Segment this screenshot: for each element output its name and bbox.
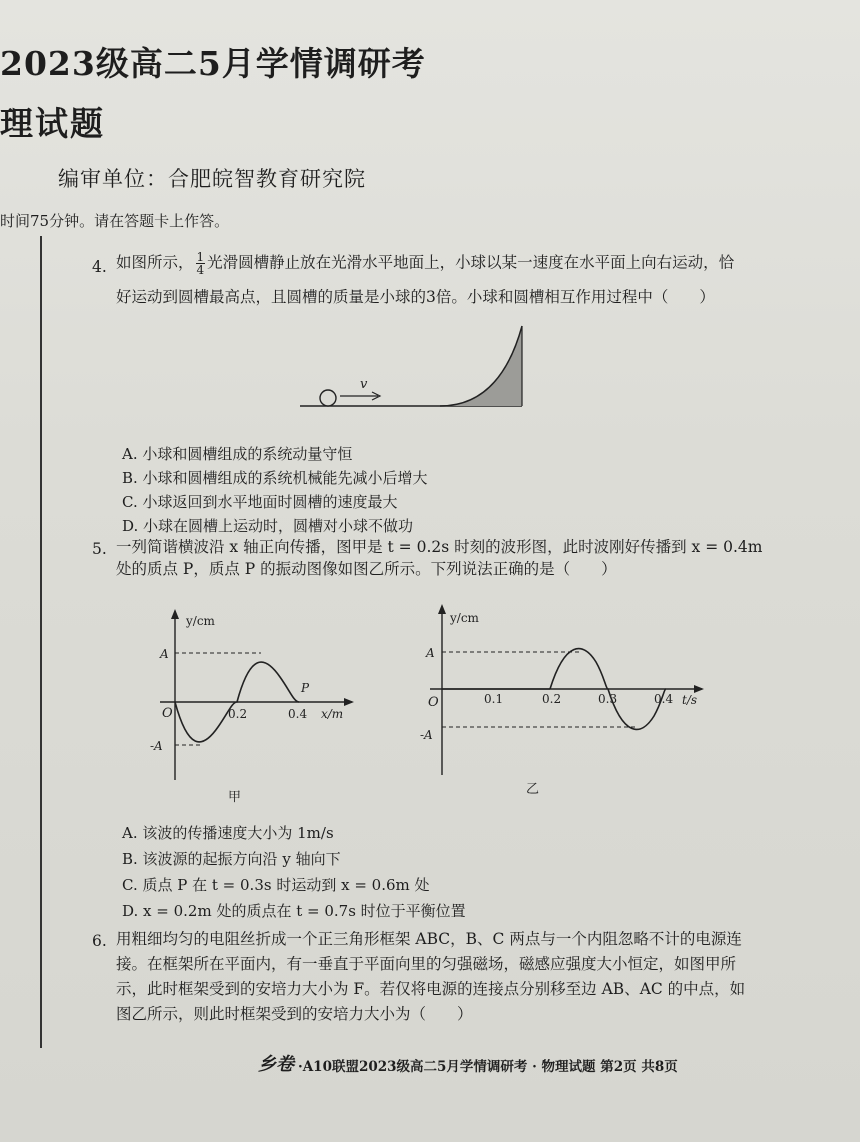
q4-option-c: C. 小球返回到水平地面时圆槽的速度最大 — [122, 493, 398, 511]
yi-amp-neg: -A — [420, 728, 433, 742]
yi-tick-0-2: 0.2 — [542, 692, 562, 706]
q5-option-d: D. x = 0.2m 处的质点在 t = 0.7s 时位于平衡位置 — [122, 902, 466, 920]
jia-ylabel: y/cm — [186, 614, 215, 628]
jia-amp-neg: -A — [150, 739, 163, 753]
q4-line2: 好运动到圆槽最高点，且圆槽的质量是小球的3倍。小球和圆槽相互作用过程中（ ） — [116, 288, 715, 306]
yi-tick-0-1: 0.1 — [484, 692, 504, 706]
jia-origin: O — [162, 706, 173, 721]
q5-option-c: C. 质点 P 在 t = 0.3s 时运动到 x = 0.6m 处 — [122, 876, 430, 894]
q4-fraction — [196, 251, 206, 276]
jia-tick-0-4: 0.4 — [288, 707, 308, 721]
yi-tick-0-3: 0.3 — [598, 692, 618, 706]
q4-option-a: A. 小球和圆槽组成的系统动量守恒 — [122, 445, 353, 463]
publisher-logo: 乡卷 — [258, 1054, 294, 1075]
yi-tick-0-4: 0.4 — [654, 692, 674, 706]
jia-tick-0-2: 0.2 — [228, 707, 248, 721]
q4-option-b: B. 小球和圆槽组成的系统机械能先减小后增大 — [122, 469, 428, 487]
q4-number: 4. — [92, 258, 107, 276]
exam-title: 2023级高二5月学情调研考 — [0, 44, 426, 83]
q4-fraction-den: 4 — [196, 263, 205, 277]
q5-graph-jia — [140, 605, 370, 805]
q5-option-a: A. 该波的传播速度大小为 1m/s — [122, 824, 334, 842]
yi-xlabel: t/s — [682, 693, 698, 707]
jia-x-arrow — [344, 698, 354, 706]
q4-line1 — [116, 251, 734, 276]
q4-fraction-num: 1 — [196, 250, 205, 264]
yi-ylabel: y/cm — [450, 611, 479, 625]
q4-v-label: v — [360, 377, 368, 392]
q4-ball — [320, 390, 336, 406]
q5-graph-yi — [420, 600, 720, 800]
page-footer: ·A10联盟2023级高二5月学情调研考 · 物理试题 第2页 共8页 — [298, 1059, 678, 1075]
q6-line1: 用粗细均匀的电阻丝折成一个正三角形框架 ABC，B、C 两点与一个内阻忽略不计的电源连 — [116, 930, 742, 948]
jia-xlabel: x/m — [321, 707, 344, 721]
q5-number: 5. — [92, 540, 107, 558]
q4-figure — [300, 320, 530, 415]
editor-unit: 编审单位：合肥皖智教育研究院 — [58, 167, 366, 191]
q4-option-d: D. 小球在圆槽上运动时，圆槽对小球不做功 — [122, 517, 414, 535]
q4-line1-a: 如图所示， — [116, 253, 194, 272]
q6-line3: 示，此时框架受到的安培力大小为 F。若仅将电源的连接点分别移至边 AB、AC 的中点，如 — [116, 980, 746, 998]
yi-caption: 乙 — [526, 782, 540, 797]
yi-y-arrow — [438, 604, 446, 614]
jia-caption: 甲 — [228, 790, 242, 805]
q4-line1-b: 光滑圆槽静止放在光滑水平地面上，小球以某一速度在水平面上向右运动，恰 — [207, 253, 735, 272]
q6-line2: 接。在框架所在平面内，有一垂直于平面向里的匀强磁场，磁感应强度大小恒定，如图甲所 — [116, 955, 737, 973]
q6-line4: 图乙所示，则此时框架受到的安培力大小为（ ） — [116, 1005, 473, 1023]
yi-x-arrow — [694, 685, 704, 693]
jia-amp-pos: A — [160, 647, 169, 661]
q5-line1: 一列简谐横波沿 x 轴正向传播，图甲是 t = 0.2s 时刻的波形图，此时波刚好传播到 x = 0.4m — [116, 538, 763, 556]
yi-amp-pos: A — [426, 646, 435, 660]
q5-option-b: B. 该波源的起振方向沿 y 轴向下 — [122, 850, 341, 868]
q5-line2: 处的质点 P，质点 P 的振动图像如图乙所示。下列说法正确的是（ ） — [116, 560, 617, 578]
jia-y-arrow — [171, 609, 179, 619]
jia-point-p: P — [301, 681, 310, 695]
yi-origin: O — [428, 695, 439, 710]
subject-title: 理试题 — [0, 104, 105, 143]
binding-margin-line — [40, 236, 42, 1048]
q6-number: 6. — [92, 932, 107, 950]
time-note: 时间75分钟。请在答题卡上作答。 — [0, 212, 230, 230]
